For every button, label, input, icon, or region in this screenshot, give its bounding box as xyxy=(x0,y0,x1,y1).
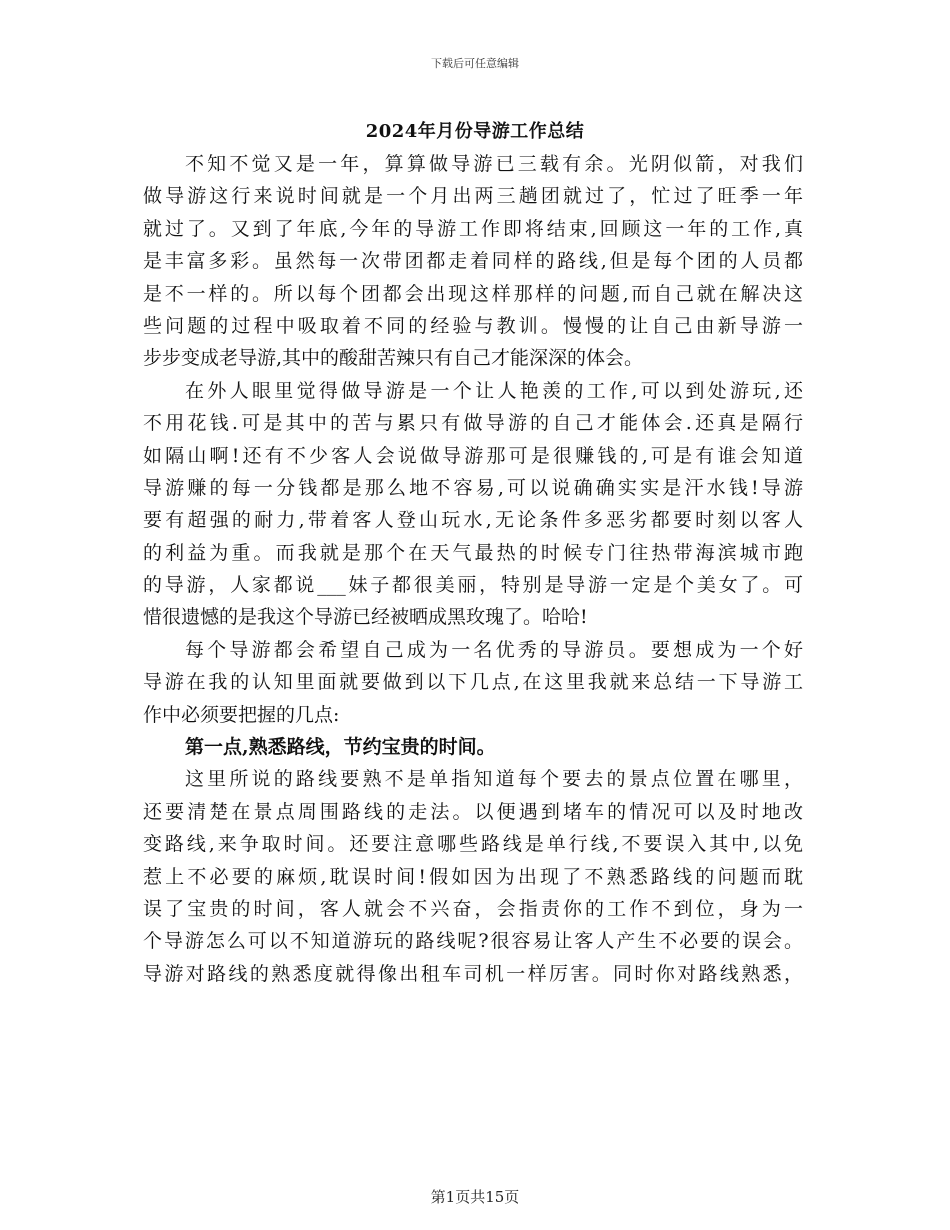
paragraph-line: 如隔山啊!还有不少客人会说做导游那可是很赚钱的,可是有谁会知道 xyxy=(143,444,803,467)
paragraph-line: 导游赚的每一分钱都是那么地不容易,可以说确确实实是汗水钱!导游 xyxy=(143,476,803,499)
paragraph-line: 个导游怎么可以不知道游玩的路线呢?很容易让客人产生不必要的误会。 xyxy=(143,930,803,953)
paragraph-line: 的利益为重。而我就是那个在天气最热的时候专门往热带海滨城市跑 xyxy=(143,541,803,564)
paragraph-line: 些问题的过程中吸取着不同的经验与教训。慢慢的让自己由新导游一 xyxy=(143,314,803,337)
paragraph-line: 做导游这行来说时间就是一个月出两三趟团就过了，忙过了旺季一年 xyxy=(143,185,803,208)
paragraph-line: 这里所说的路线要熟不是单指知道每个要去的景点位置在哪里， xyxy=(185,768,803,791)
paragraph-line: 在外人眼里觉得做导游是一个让人艳羡的工作,可以到处游玩,还 xyxy=(185,379,803,402)
document-title: 2024年月份导游工作总结 xyxy=(365,121,585,142)
paragraph-line: 就过了。又到了年底,今年的导游工作即将结束,回顾这一年的工作,真 xyxy=(143,217,803,240)
paragraph-line: 不知不觉又是一年，算算做导游已三载有余。光阴似箭，对我们 xyxy=(185,153,803,175)
paragraph-line: 要有超强的耐力,带着客人登山玩水,无论条件多恶劣都要时刻以客人 xyxy=(143,509,803,532)
paragraph-line: 变路线,来争取时间。还要注意哪些路线是单行线,不要误入其中,以免 xyxy=(143,833,803,856)
paragraph-line: 还要清楚在景点周围路线的走法。以便遇到堵车的情况可以及时地改 xyxy=(143,800,803,823)
paragraph-line: 是丰富多彩。虽然每一次带团都走着同样的路线,但是每个团的人员都 xyxy=(143,250,803,273)
paragraph-line: 是不一样的。所以每个团都会出现这样那样的问题,而自己就在解决这 xyxy=(143,282,803,305)
document-body xyxy=(143,148,803,990)
paragraph-line: 误了宝贵的时间，客人就会不兴奋，会指责你的工作不到位，身为一 xyxy=(143,897,803,920)
paragraph-line: 作中必须要把握的几点: xyxy=(143,703,340,726)
paragraph-line: 导游在我的认知里面就要做到以下几点,在这里我就来总结一下导游工 xyxy=(143,671,803,694)
paragraph-line: 不用花钱.可是其中的苦与累只有做导游的自己才能体会.还真是隔行 xyxy=(143,412,803,435)
paragraph-line: 导游对路线的熟悉度就得像出租车司机一样厉害。同时你对路线熟悉， xyxy=(143,962,803,985)
page-number-footer: 第1页共15页 xyxy=(430,1188,520,1206)
page-header-note: 下载后可任意编辑 xyxy=(431,57,519,70)
paragraph-line: 惜很遗憾的是我这个导游已经被晒成黑玫瑰了。哈哈! xyxy=(143,606,588,629)
paragraph-line: 步步变成老导游,其中的酸甜苦辣只有自己才能深深的体会。 xyxy=(143,347,644,370)
section-heading: 第一点,熟悉路线，节约宝贵的时间。 xyxy=(185,736,496,759)
paragraph-line: 的导游，人家都说___妹子都很美丽，特别是导游一定是个美女了。可 xyxy=(143,574,803,597)
paragraph-line: 惹上不必要的麻烦,耽误时间!假如因为出现了不熟悉路线的问题而耽 xyxy=(143,865,803,888)
paragraph-line: 每个导游都会希望自己成为一名优秀的导游员。要想成为一个好 xyxy=(185,638,803,661)
